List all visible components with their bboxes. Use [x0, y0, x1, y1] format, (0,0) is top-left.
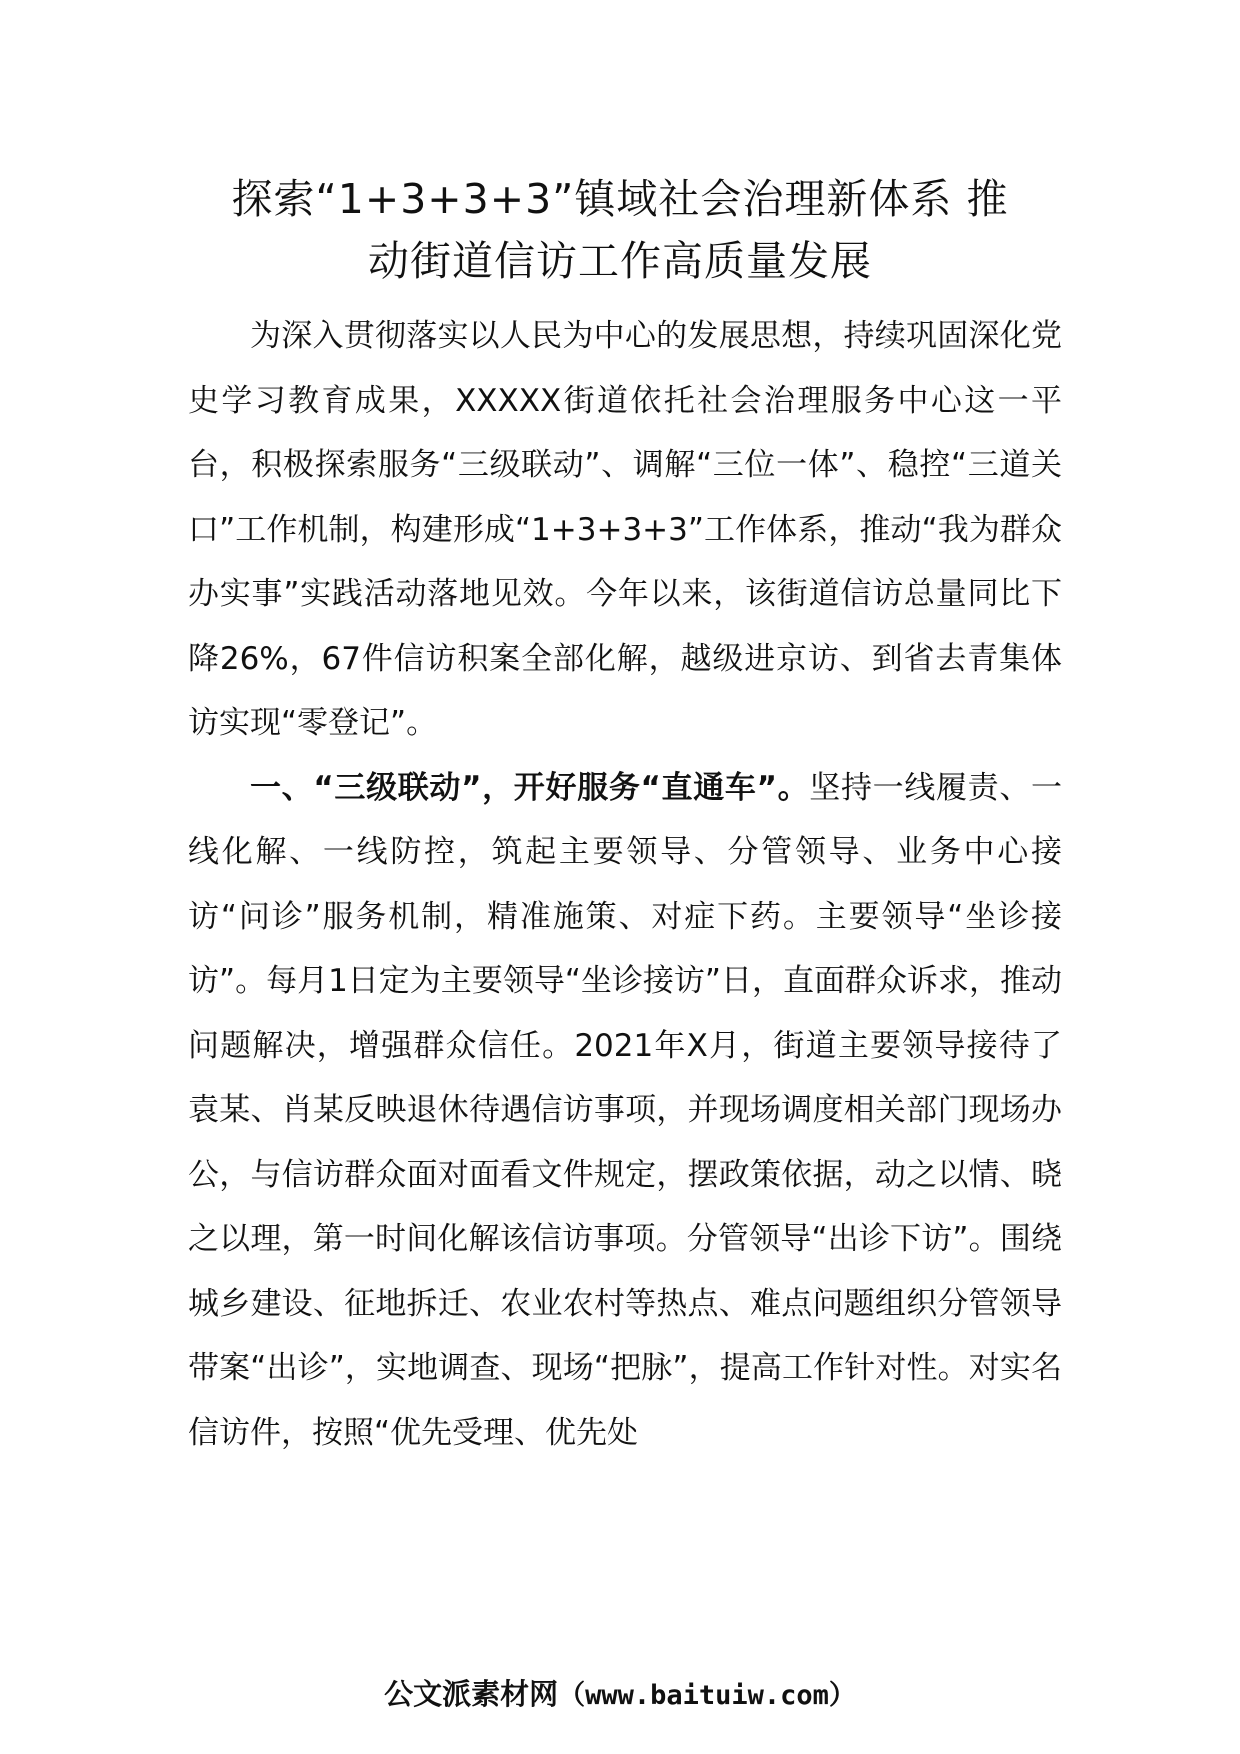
section-1-text: 坚持一线履责、一线化解、一线防控，筑起主要领导、分管领导、业务中心接访“问诊”服务机制，精准施策、对症下药。主要领导“坐诊接访”。每月1日定为主要领导“坐诊接访”日，直面群众诉求，推动问题解决，增强群众信任。2021年X月，街道主要领导接待了袁某、肖某反映退休待遇信访事项，并现场调度相关部门现场办公，与信访群众面对面看文件规定，摆政策依据，动之以情、晓之以理，第一时间化解该信访事项。分管领导“出诊下访”。围绕城乡建设、征地拆迁、农业农村等热点、难点问题组织分管领导带案“出诊”，实地调查、现场“把脉”，提高工作针对性。对实名信访件，按照“优先受理、优先处 [188, 769, 1063, 1451]
section-1-heading: 一、“三级联动”，开好服务“直通车”。 [250, 769, 810, 806]
title-line-1: 探索“1+3+3+3”镇域社会治理新体系 推 [231, 175, 1009, 223]
paragraph-intro-text: 为深入贯彻落实以人民为中心的发展思想，持续巩固深化党史学习教育成果，XXXXX街道依托社会治理服务中心这一平台，积极探索服务“三级联动”、调解“三位一体”、稳控“三道关口”工作机制，构建形成“1+3+3+3”工作体系，推动“我为群众办实事”实践活动落地见效。今年以来，该街道信访总量同比下降26%，67件信访积案全部化解，越级进京访、到省去青集体访实现“零登记”。 [188, 318, 1062, 741]
title-line-2: 动街道信访工作高质量发展 [368, 237, 872, 285]
page-footer [0, 1672, 1240, 1713]
footer-site-url: （www.baituiw.com） [558, 1680, 856, 1711]
paragraph-section-1 [188, 756, 1062, 1466]
document-title [150, 168, 1090, 292]
paragraph-intro [188, 304, 1062, 756]
document-body [188, 304, 1062, 1465]
footer-site-name: 公文派素材网 [384, 1677, 559, 1711]
